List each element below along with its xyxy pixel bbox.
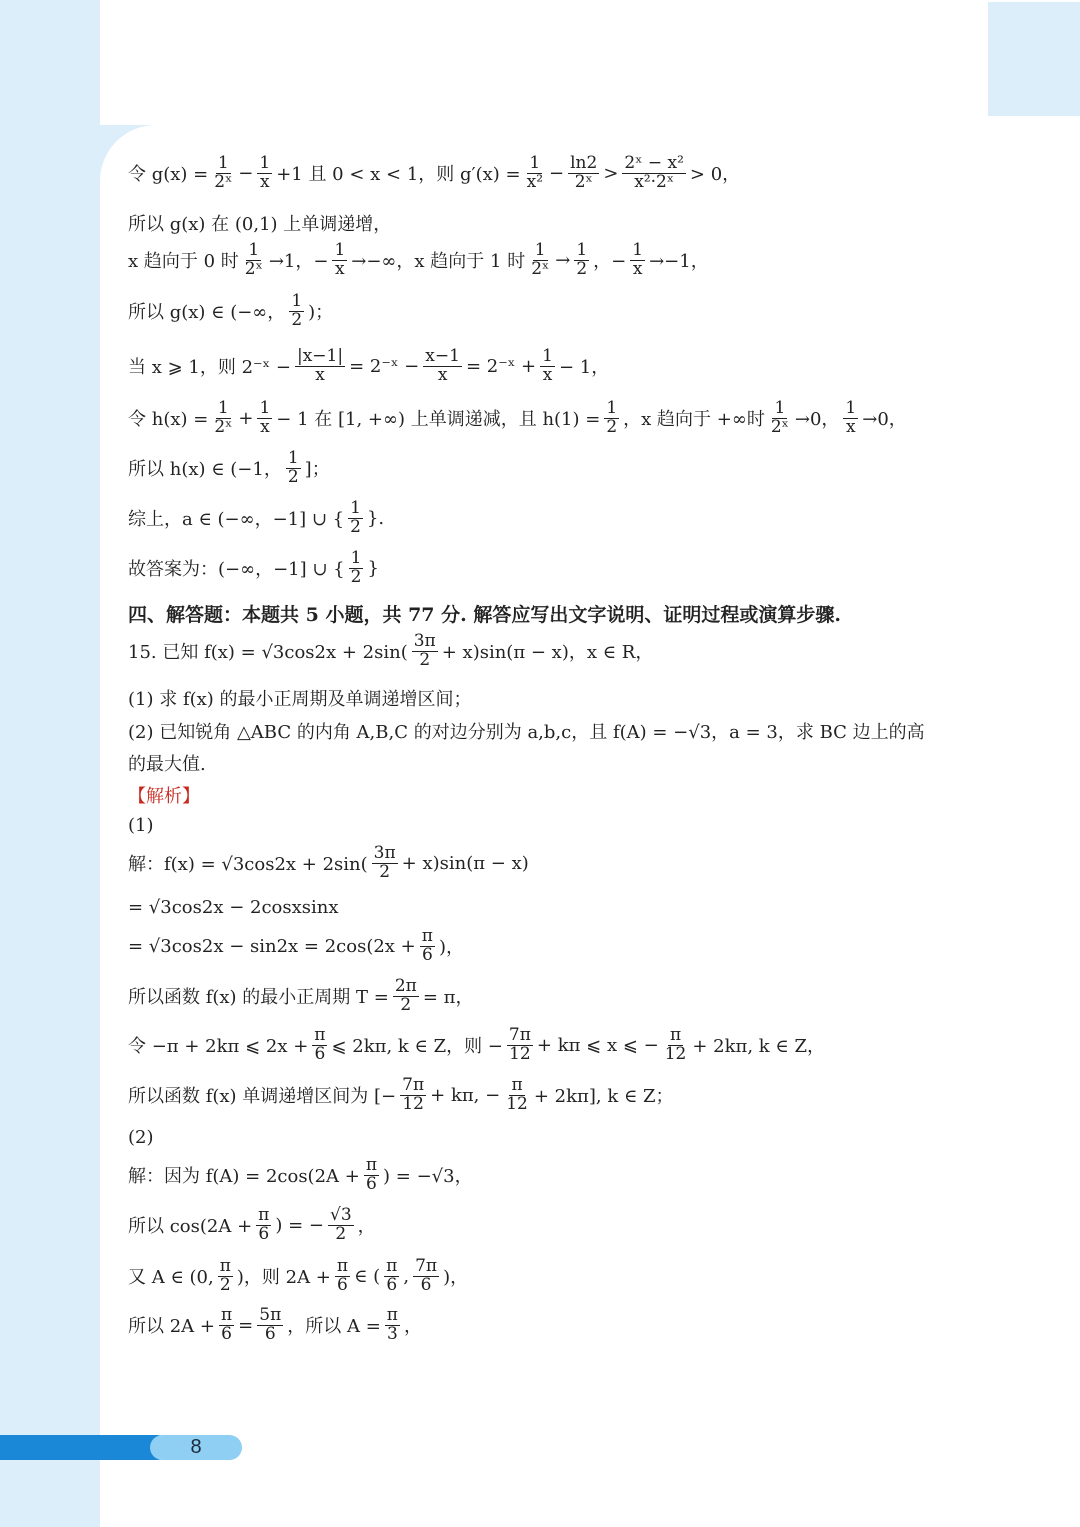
- solution-part2-step-1: 解：因为 f(A) = 2cos(2A + $\frac{\pi}{6}$ ) = −√3，: [128, 1155, 473, 1194]
- solution-step-1: 解：f(x) = √3cos2x + 2sin( $\frac{3\pi}{2}$ + x)sin(π − x): [128, 843, 529, 882]
- part-1-label: (1): [128, 815, 154, 836]
- line-case-x-ge-1: 当 x ⩾ 1，则 2⁻ˣ − $\frac{|x-1|}{x}$ = 2⁻ˣ − $\frac{x-1}{x}$ = 2⁻ˣ + $\frac{1}{x}$ − 1，: [128, 346, 610, 385]
- problem-15-part-1: (1) 求 f(x) 的最小正周期及单调递增区间；: [128, 689, 472, 710]
- solution-part2-step-4: 所以 2A + $\frac{\pi}{6}$ = $\frac{5\pi}{6}$ ，所以 A = $\frac{\pi}{3}$ ，: [128, 1305, 422, 1344]
- right-corner-tab: [988, 2, 1080, 116]
- problem-15-part-2: (2) 已知锐角 △ABC 的内角 A,B,C 的对边分别为 a,b,c，且 f(A) = −√3，a = 3，求 BC 边上的高: [128, 722, 925, 743]
- problem-15-part-2-cont: 的最大值.: [128, 754, 206, 775]
- left-margin-band: [0, 0, 100, 1527]
- solution-step-2: = √3cos2x − 2cosxsinx: [128, 897, 339, 918]
- line-answer: 故答案为：(−∞，−1] ∪ { $\frac{1}{2}$ }: [128, 548, 379, 587]
- line-h-decreasing: 令 h(x) = $\frac{1}{\text{2ˣ}}$ + $\frac{1}{x}$ − 1 在 [1, +∞) 上单调递减，且 h(1) = $\frac{1}{2}$ ，x 趋向于 +∞时 $\frac{1}{\text{2ˣ}}$ →0， $\frac{1}{x}$ →0，: [128, 398, 907, 437]
- solution-step-3: = √3cos2x − sin2x = 2cos(2x + $\frac{\pi}{6}$ )，: [128, 926, 464, 965]
- section-heading: 四、解答题：本题共 5 小题，共 77 分. 解答应写出文字说明、证明过程或演算步骤.: [128, 604, 841, 626]
- solution-part2-step-2: 所以 cos(2A + $\frac{\pi}{6}$ ) = − $\frac{√3}{2}$ ，: [128, 1205, 376, 1244]
- footer-bar: [0, 1435, 170, 1460]
- line-h-range: 所以 h(x) ∈ (−1， $\frac{1}{2}$ ]；: [128, 448, 330, 487]
- line-limits-g: x 趋向于 0 时 $\frac{1}{\text{2ˣ}}$ →1，− $\frac{1}{x}$ →−∞，x 趋向于 1 时 $\frac{1}{\text{2ˣ}}$ → $\frac{1}{2}$ ，− $\frac{1}{x}$ →−1，: [128, 240, 709, 279]
- part-2-label: (2): [128, 1127, 154, 1148]
- line-summary: 综上，a ∈ (−∞，−1] ∪ { $\frac{1}{2}$ }.: [128, 498, 385, 537]
- page-number: 8: [190, 1436, 202, 1458]
- line-g-derivative: 令 g(x) = $\frac{1}{\text{2ˣ}}$ − $\frac{1}{x}$ +1 且 0 < x < 1，则 g′(x) = $\frac{1}{\text{x²}}$ − $\frac{\ln 2}{\text{2ˣ}}$ > $\frac{\text{2ˣ − x²}}{\text{x²·2ˣ}}$ > 0，: [128, 153, 741, 192]
- solution-interval: 所以函数 f(x) 单调递增区间为 [− $\frac{7\pi}{12}$ + kπ, − $\frac{\pi}{12}$ + 2kπ], k ∈ Z；: [128, 1075, 674, 1114]
- solution-inequality: 令 −π + 2kπ ⩽ 2x + $\frac{\pi}{6}$ ⩽ 2kπ, k ∈ Z，则 − $\frac{7\pi}{12}$ + kπ ⩽ x ⩽ − $\frac{\pi}{12}$ + 2kπ, k ∈ Z，: [128, 1025, 825, 1064]
- solution-part2-step-3: 又 A ∈ (0, $\frac{\pi}{2}$ )，则 2A + $\frac{\pi}{6}$ ∈ ( $\frac{\pi}{6}$ , $\frac{7\pi}{6}$ )，: [128, 1256, 469, 1295]
- problem-15-statement: 15. 已知 f(x) = √3cos2x + 2sin( $\frac{3\pi}{2}$ + x)sin(π − x)，x ∈ R，: [128, 631, 654, 670]
- line-g-range: 所以 g(x) ∈ (−∞， $\frac{1}{2}$ )；: [128, 291, 334, 330]
- line-g-increasing: 所以 g(x) 在 (0,1) 上单调递增，: [128, 214, 392, 235]
- analysis-label: 【解析】: [128, 786, 200, 807]
- solution-period: 所以函数 f(x) 的最小正周期 T = $\frac{2\pi}{2}$ = π，: [128, 976, 474, 1015]
